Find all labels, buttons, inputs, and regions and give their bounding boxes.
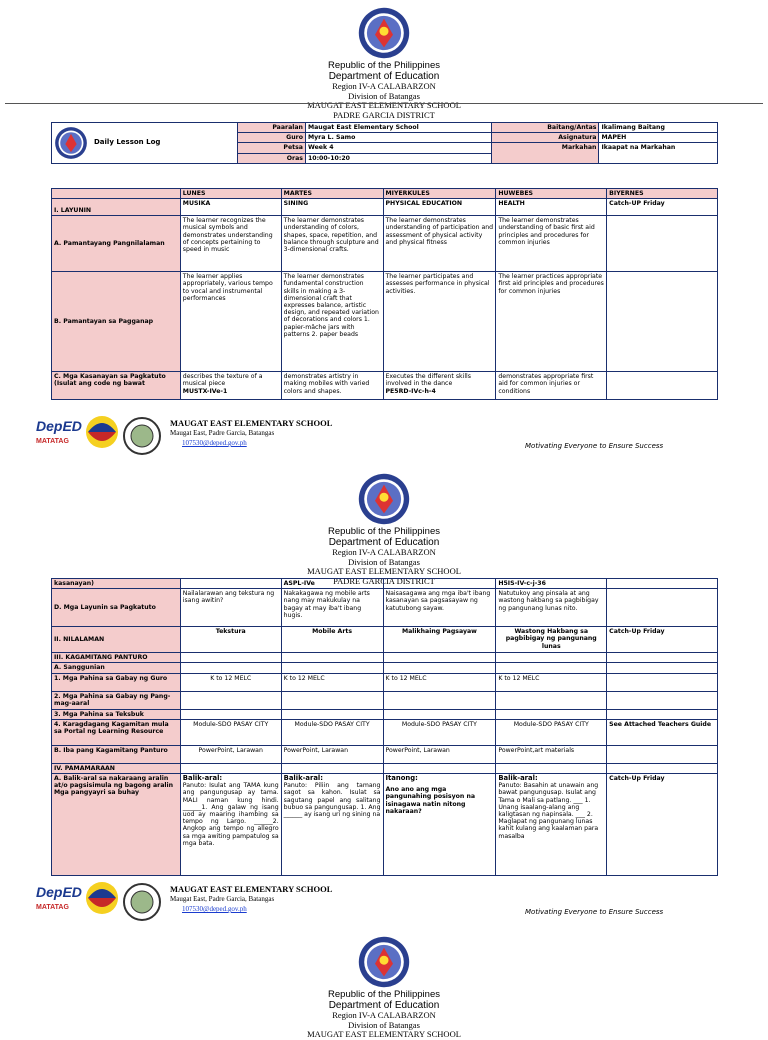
table-cell: Nailalarawan ang tekstura ng isang awitin? xyxy=(180,589,281,627)
table-cell: Naisasagawa ang mga iba't ibang kasanayan sa pagsasayaw ng katutubong sayaw. xyxy=(383,589,496,627)
day-huwebes: HUWEBES xyxy=(496,189,607,199)
footer-school: MAUGAT EAST ELEMENTARY SCHOOL xyxy=(170,884,333,894)
table-cell: The learner demonstrates understanding of basic first aid principles and procedures for common injuries xyxy=(496,216,607,272)
deped-seal-small-icon xyxy=(54,126,88,160)
table-cell: K to 12 MELC xyxy=(383,673,496,691)
code-text: PE5RD-IVc-h-4 xyxy=(385,387,436,395)
deped-logo: DepED xyxy=(36,884,82,900)
header-2 xyxy=(0,472,768,586)
cell-body: Panuto: Isulat ang TAMA kung ang pangungusap ay tama. MALI naman kung hindi. ______1. Ang galaw ng isang uod ay maaring ihambing sa tempo ng Largo. ______2. Angkop ang tempo ng allegro sa mga awiting pampatulog sa mga bata. xyxy=(182,782,279,847)
table-cell: Module-SDO PASAY CITY xyxy=(281,719,383,745)
table-cell xyxy=(383,663,496,673)
table-cell xyxy=(496,653,607,663)
footer-email-link[interactable]: 107530@deped.gov.ph xyxy=(182,905,247,913)
row-label: B. Iba pang Kagamitang Panturo xyxy=(52,745,181,763)
table-cell xyxy=(383,774,496,876)
table-cell xyxy=(496,709,607,719)
footer-motto: Motivating Everyone to Ensure Success xyxy=(525,908,664,916)
table-cell xyxy=(281,709,383,719)
petsa-label: Petsa xyxy=(238,143,306,153)
table-cell: See Attached Teachers Guide xyxy=(607,719,718,745)
layunin-label: I. LAYUNIN xyxy=(52,199,181,216)
table-cell xyxy=(383,763,496,773)
table-cell xyxy=(607,216,718,272)
table-cell xyxy=(281,691,383,709)
row-label: kasanayan) xyxy=(52,579,181,589)
guro-value: Myra L. Samo xyxy=(305,133,491,143)
table-cell xyxy=(607,709,718,719)
table-cell: The learner demonstrates fundamental construction skills in making a 3-dimensional craft that expresses balance, artistic design, and repeated variation of decorations and colors 1. papier-mâche jars with patterns 2. paper beads xyxy=(281,272,383,372)
row-label: 1. Mga Pahina sa Gabay ng Guro xyxy=(52,673,181,691)
republic-text: Republic of the Philippines xyxy=(328,60,440,71)
footer-address: Maugat East, Padre Garcia, Batangas xyxy=(170,429,275,437)
cell-heading: Balik-aral: xyxy=(283,774,323,783)
subject-musika: MUSIKA xyxy=(180,199,281,216)
table-cell: The learner participates and assesses performance in physical activities. xyxy=(383,272,496,372)
table-cell: The learner practices appropriate first aid principles and procedures for common injuries xyxy=(496,272,607,372)
table-cell xyxy=(383,579,496,589)
table-cell: The learner recognizes the musical symbols and demonstrates understanding of concepts pertaining to speed in music xyxy=(180,216,281,272)
row-label: III. KAGAMITANG PANTURO xyxy=(52,653,181,663)
footer-school: MAUGAT EAST ELEMENTARY SCHOOL xyxy=(170,418,333,428)
row-label: 2. Mga Pahina sa Gabay ng Pang-mag-aaral xyxy=(52,691,181,709)
division-text: Division of Batangas xyxy=(348,1019,420,1030)
cell-body: Panuto: Piliin ang tamang sagot sa kahon. Isulat sa sagutang papel ang salitang bubuo sa pangungusap. 1. Ang ______ ay isang uri ng sining na xyxy=(283,782,381,819)
table-cell: PowerPoint, Larawan xyxy=(383,745,496,763)
table-cell xyxy=(607,763,718,773)
paaralan-label: Paaralan xyxy=(238,123,306,133)
table-cell: Tekstura xyxy=(180,627,281,653)
table-cell xyxy=(281,763,383,773)
footer-2 xyxy=(0,878,768,930)
matatag-logo: MATATAG xyxy=(36,904,69,911)
table-cell: K to 12 MELC xyxy=(496,673,607,691)
table-cell xyxy=(496,663,607,673)
table-cell xyxy=(383,653,496,663)
school-text: MAUGAT EAST ELEMENTARY SCHOOL xyxy=(307,1029,461,1039)
table-cell: Executes the different skills involved in the dance PE5RD-IVc-h-4 xyxy=(383,372,496,400)
code-text: MUSTX-IVe-1 xyxy=(182,387,228,395)
division-text: Division of Batangas xyxy=(348,90,420,101)
cell-body: Panuto: Basahin at unawain ang bawat pangungusap. Isulat ang Tama o Mali sa patlang. ___ 1. Unang isaalang-alang ang kaligtasan ng napinsala. ___ 2. Maglapat ng pangunang lunas kahit kulang ang kaalaman para masalba xyxy=(498,782,599,840)
table-cell: Natutukoy ang pinsala at ang wastong hakbang sa pagbibigay ng pangunang lunas nito. xyxy=(496,589,607,627)
paaralan-value: Maugat East Elementary School xyxy=(305,123,491,133)
table-cell xyxy=(180,653,281,663)
row-label: B. Pamantayan sa Pagganap xyxy=(52,272,181,372)
table-cell xyxy=(180,663,281,673)
log-title: Daily Lesson Log xyxy=(94,138,161,147)
table-cell xyxy=(496,774,607,876)
table-cell xyxy=(281,774,383,876)
table-cell xyxy=(607,673,718,691)
deped-seal-icon xyxy=(357,472,411,526)
day-biyernes: BIYERNES xyxy=(607,189,718,199)
table-cell xyxy=(383,691,496,709)
cell-heading: Balik-aral: xyxy=(182,774,223,783)
row-label: D. Mga Layunin sa Pagkatuto xyxy=(52,589,181,627)
cell-heading: Itanong: xyxy=(385,774,418,783)
deped-logo: DepED xyxy=(36,418,82,434)
matatag-logo: MATATAG xyxy=(36,438,69,445)
bagong-pilipinas-icon xyxy=(80,880,124,922)
footer-address: Maugat East, Padre Garcia, Batangas xyxy=(170,895,275,903)
department-text: Department of Education xyxy=(328,537,440,548)
table-cell: Module-SDO PASAY CITY xyxy=(496,719,607,745)
row-label: A. Sanggunian xyxy=(52,663,181,673)
table-cell xyxy=(180,579,281,589)
header-rule xyxy=(5,103,763,104)
table-cell xyxy=(281,653,383,663)
school-text: MAUGAT EAST ELEMENTARY SCHOOL xyxy=(307,566,461,576)
table-cell: The learner demonstrates understanding of participation and assessment of physical activity and physical fitness xyxy=(383,216,496,272)
bagong-pilipinas-icon xyxy=(80,414,124,456)
republic-text: Republic of the Philippines xyxy=(328,526,440,537)
baitang-value: Ikalimang Baitang xyxy=(599,123,718,133)
table-cell xyxy=(607,579,718,589)
division-text: Division of Batangas xyxy=(348,556,420,567)
table-cell: Nakakagawa ng mobile arts nang may makukulay na bagay at may iba't ibang hugis. xyxy=(281,589,383,627)
table-cell xyxy=(607,691,718,709)
day-martes: MARTES xyxy=(281,189,383,199)
subject-catchup: Catch-UP Friday xyxy=(607,199,718,216)
table-cell: demonstrates appropriate first aid for common injuries or conditions xyxy=(496,372,607,400)
table-cell xyxy=(607,653,718,663)
table-cell xyxy=(607,372,718,400)
row-label: 3. Mga Pahina sa Teksbuk xyxy=(52,709,181,719)
district-text: PADRE GARCIA DISTRICT xyxy=(333,575,435,586)
table-cell xyxy=(496,763,607,773)
row-label: IV. PAMAMARAAN xyxy=(52,763,181,773)
asignatura-value: MAPEH xyxy=(599,133,718,143)
table-cell: Catch-Up Friday xyxy=(607,627,718,653)
table-cell: H5IS-IV-c-j-36 xyxy=(496,579,607,589)
table-cell xyxy=(180,763,281,773)
day-miyerkules: MIYERKULES xyxy=(383,189,496,199)
lesson-table-1 xyxy=(51,188,718,400)
table-cell: PowerPoint,art materials xyxy=(496,745,607,763)
cell-heading: Balik-aral: xyxy=(498,774,538,783)
markahan-label: Markahan xyxy=(492,143,599,163)
row-label: A. Pamantayang Pangnilalaman xyxy=(52,216,181,272)
region-text: Region IV-A CALABARZON xyxy=(332,547,436,557)
guro-label: Guro xyxy=(238,133,306,143)
table-cell: K to 12 MELC xyxy=(180,673,281,691)
table-cell xyxy=(180,709,281,719)
table-cell: Module-SDO PASAY CITY xyxy=(383,719,496,745)
table-cell: Wastong Hakbang sa pagbibigay ng pangunang lunas xyxy=(496,627,607,653)
info-table xyxy=(51,122,718,164)
petsa-value: Week 4 xyxy=(305,143,491,153)
district-text: PADRE GARCIA DISTRICT xyxy=(333,109,435,120)
table-cell: K to 12 MELC xyxy=(281,673,383,691)
table-cell: PowerPoint, Larawan xyxy=(180,745,281,763)
table-cell: Mobile Arts xyxy=(281,627,383,653)
table-cell xyxy=(607,745,718,763)
lesson-table-2 xyxy=(51,578,718,876)
region-text: Region IV-A CALABARZON xyxy=(332,1010,436,1020)
corner-cell xyxy=(52,189,181,199)
row-label: C. Mga Kasanayan sa Pagkatuto (Isulat ang code ng bawat xyxy=(52,372,181,400)
table-cell xyxy=(281,663,383,673)
table-cell xyxy=(180,691,281,709)
footer-email-link[interactable]: 107530@deped.gov.ph xyxy=(182,439,247,447)
table-cell xyxy=(607,589,718,627)
deped-seal-icon xyxy=(357,935,411,989)
school-text: MAUGAT EAST ELEMENTARY SCHOOL xyxy=(307,100,461,110)
oras-label: Oras xyxy=(238,153,306,163)
school-seal-icon xyxy=(122,416,162,456)
table-cell: The learner applies appropriately, various tempo to vocal and instrumental performances xyxy=(180,272,281,372)
table-cell: describes the texture of a musical piece MUSTX-IVe-1 xyxy=(180,372,281,400)
department-text: Department of Education xyxy=(328,71,440,82)
table-cell xyxy=(607,272,718,372)
footer-1 xyxy=(0,412,768,464)
footer-motto: Motivating Everyone to Ensure Success xyxy=(525,442,664,450)
table-cell: Module-SDO PASAY CITY xyxy=(180,719,281,745)
table-cell: demonstrates artistry in making mobiles with varied colors and shapes. xyxy=(281,372,383,400)
row-label: A. Balik-aral sa nakaraang aralin at/o pagsisimula ng bagong aralin Mga pangyayri sa buhay xyxy=(52,774,181,876)
school-seal-icon xyxy=(122,882,162,922)
department-text: Department of Education xyxy=(328,1000,440,1011)
baitang-label: Baitang/Antas xyxy=(492,123,599,133)
table-cell: Malikhaing Pagsayaw xyxy=(383,627,496,653)
table-cell xyxy=(180,774,281,876)
row-label: 4. Karagdagang Kagamitan mula sa Portal ng Learning Resource xyxy=(52,719,181,745)
deped-seal-icon xyxy=(357,6,411,60)
table-cell: The learner demonstrates understanding of colors, shapes, space, repetition, and balance through sculpture and 3-dimensional crafts. xyxy=(281,216,383,272)
region-text: Region IV-A CALABARZON xyxy=(332,81,436,91)
subject-health: HEALTH xyxy=(496,199,607,216)
table-cell: ASPL-IVe xyxy=(281,579,383,589)
table-cell xyxy=(383,709,496,719)
table-cell: Catch-Up Friday xyxy=(607,774,718,876)
cell-body: Ano ano ang mga pangunahing posisyon na isinagawa natin nitong nakaraan? xyxy=(385,786,476,815)
day-lunes: LUNES xyxy=(180,189,281,199)
markahan-value: Ikaapat na Markahan xyxy=(599,143,718,163)
oras-value: 10:00-10:20 xyxy=(305,153,491,163)
asignatura-label: Asignatura xyxy=(492,133,599,143)
table-cell xyxy=(607,663,718,673)
subject-pe: PHYSICAL EDUCATION xyxy=(383,199,496,216)
row-label: II. NILALAMAN xyxy=(52,627,181,653)
table-cell: PowerPoint, Larawan xyxy=(281,745,383,763)
subject-sining: SINING xyxy=(281,199,383,216)
republic-text: Republic of the Philippines xyxy=(328,989,440,1000)
table-cell xyxy=(496,691,607,709)
